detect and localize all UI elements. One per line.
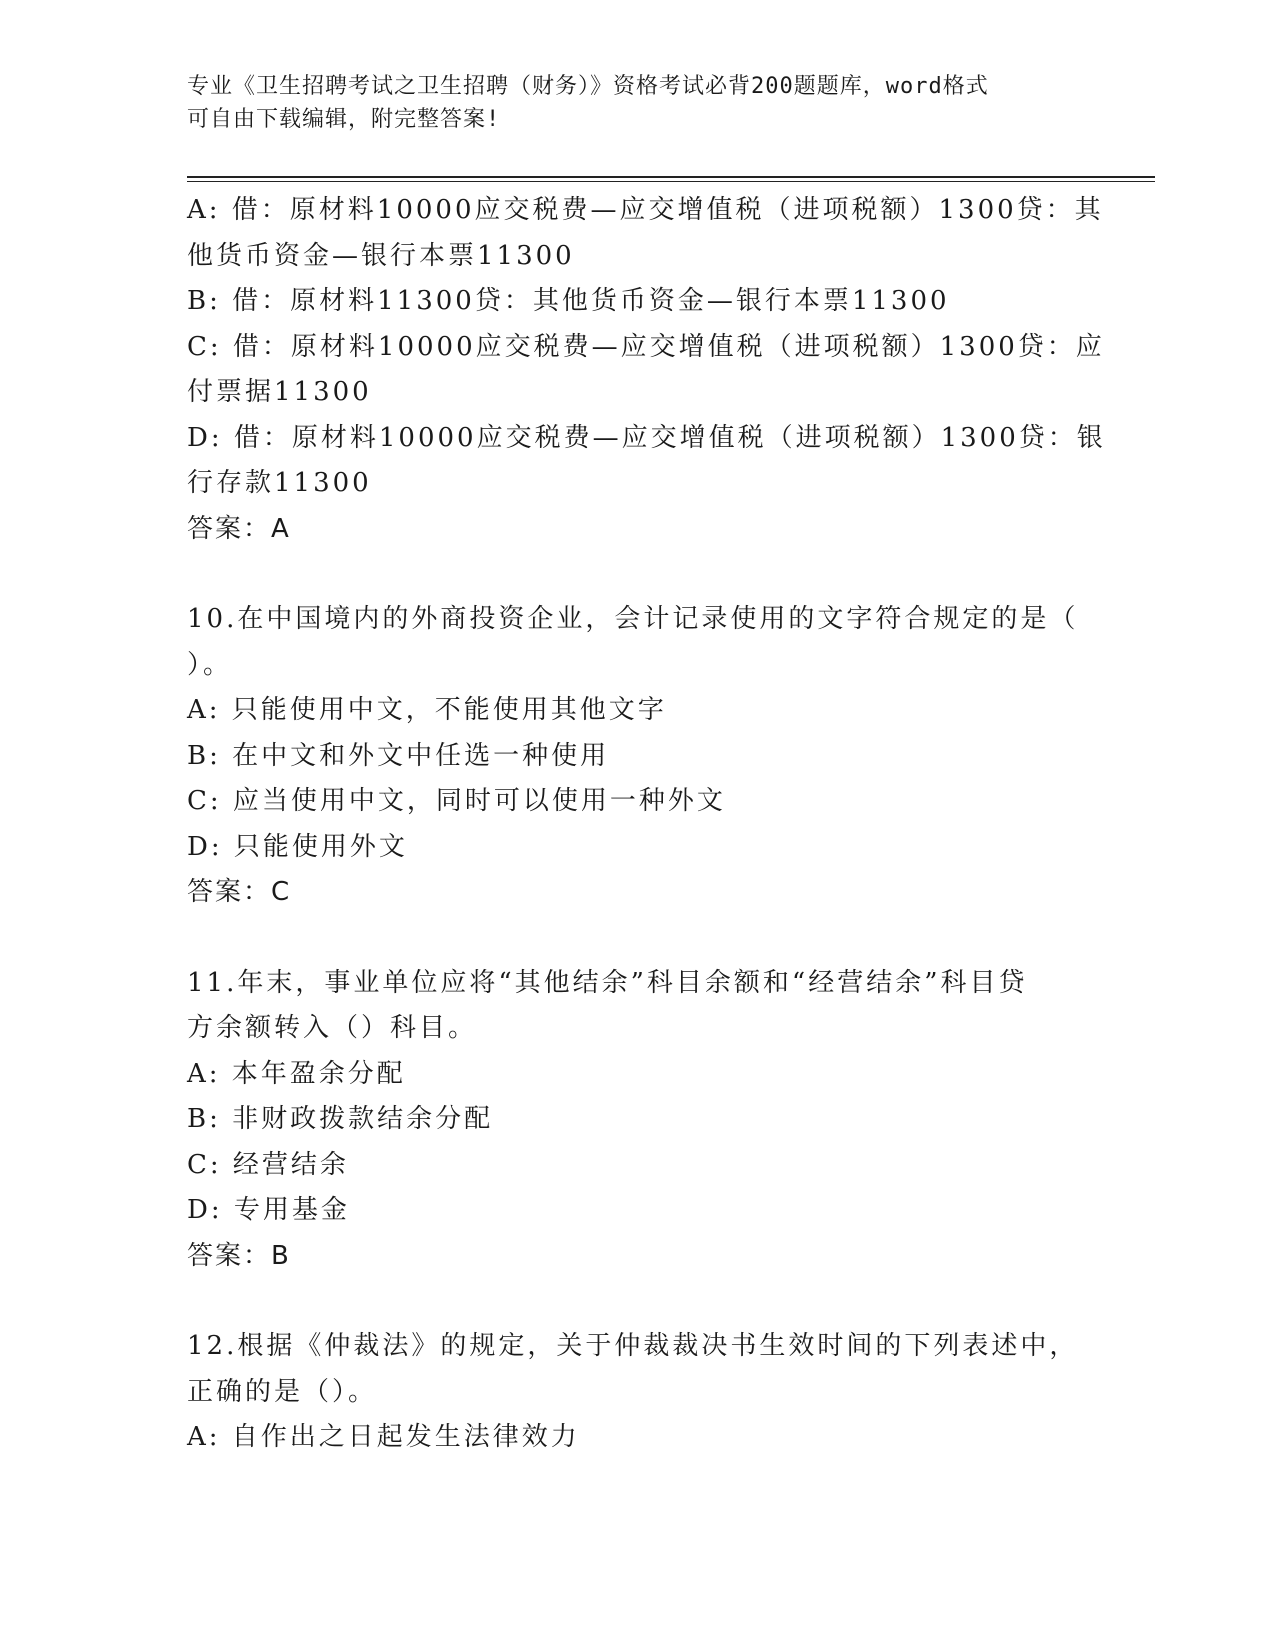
question-stem-line-1: 12.根据《仲裁法》的规定，关于仲裁裁决书生效时间的下列表述中，	[187, 1331, 1079, 1361]
question-stem-line-2: 正确的是（）。	[187, 1376, 378, 1407]
option-d: D: 专用基金	[187, 1195, 350, 1225]
header-divider-thick	[187, 176, 1155, 178]
answer: 答案：A	[187, 513, 291, 544]
question-11	[187, 961, 1087, 1280]
option-d: D: 只能使用外文	[187, 831, 408, 862]
option-c-line-1: C: 借：原材料10000应交税费—应交增值税（进项税额）1300贷：应	[187, 331, 1105, 362]
option-b: B: 非财政拨款结余分配	[187, 1104, 494, 1134]
question-list	[187, 188, 1106, 1461]
option-b: B: 借：原材料11300贷：其他货币资金—银行本票11300	[187, 286, 950, 316]
option-c: C: 经营结余	[187, 1149, 349, 1180]
spacer	[187, 1279, 1087, 1324]
option-d-line-1: D: 借：原材料10000应交税费—应交增值税（进项税额）1300贷：银	[187, 422, 1106, 453]
answer: 答案：C	[187, 877, 292, 907]
header-title-line-2: 可自由下载编辑，附完整答案!	[187, 107, 501, 132]
option-a-line-2: 他货币资金—银行本票11300	[187, 240, 575, 271]
question-9	[187, 188, 1106, 552]
option-c-line-2: 付票据11300	[187, 377, 372, 407]
question-12	[187, 1324, 1087, 1461]
question-10	[187, 597, 1087, 916]
header-divider-thin	[187, 181, 1155, 182]
option-a: A: 只能使用中文，不能使用其他文字	[187, 695, 667, 725]
question-stem-line-2: ）。	[187, 649, 233, 680]
question-stem-line-1: 10.在中国境内的外商投资企业，会计记录使用的文字符合规定的是（	[187, 604, 1079, 634]
spacer	[187, 552, 1087, 597]
spacer	[187, 916, 1087, 961]
option-b: B: 在中文和外文中任选一种使用	[187, 740, 610, 771]
question-stem-line-1: 11.年末，事业单位应将“其他结余”科目余额和“经营结余”科目贷	[187, 967, 1028, 998]
document-header	[187, 70, 1087, 136]
option-a: A: 本年盈余分配	[187, 1058, 406, 1089]
option-d-line-2: 行存款11300	[187, 468, 372, 498]
answer: 答案：B	[187, 1240, 291, 1271]
option-a-line-1: A: 借：原材料10000应交税费—应交增值税（进项税额）1300贷：其	[187, 195, 1104, 225]
option-a: A: 自作出之日起发生法律效力	[187, 1422, 580, 1452]
header-title-line-1: 专业《卫生招聘考试之卫生招聘（财务）》资格考试必背200题题库，word格式	[187, 74, 989, 99]
option-c: C: 应当使用中文，同时可以使用一种外文	[187, 786, 726, 816]
question-stem-line-2: 方余额转入（）科目。	[187, 1013, 478, 1043]
